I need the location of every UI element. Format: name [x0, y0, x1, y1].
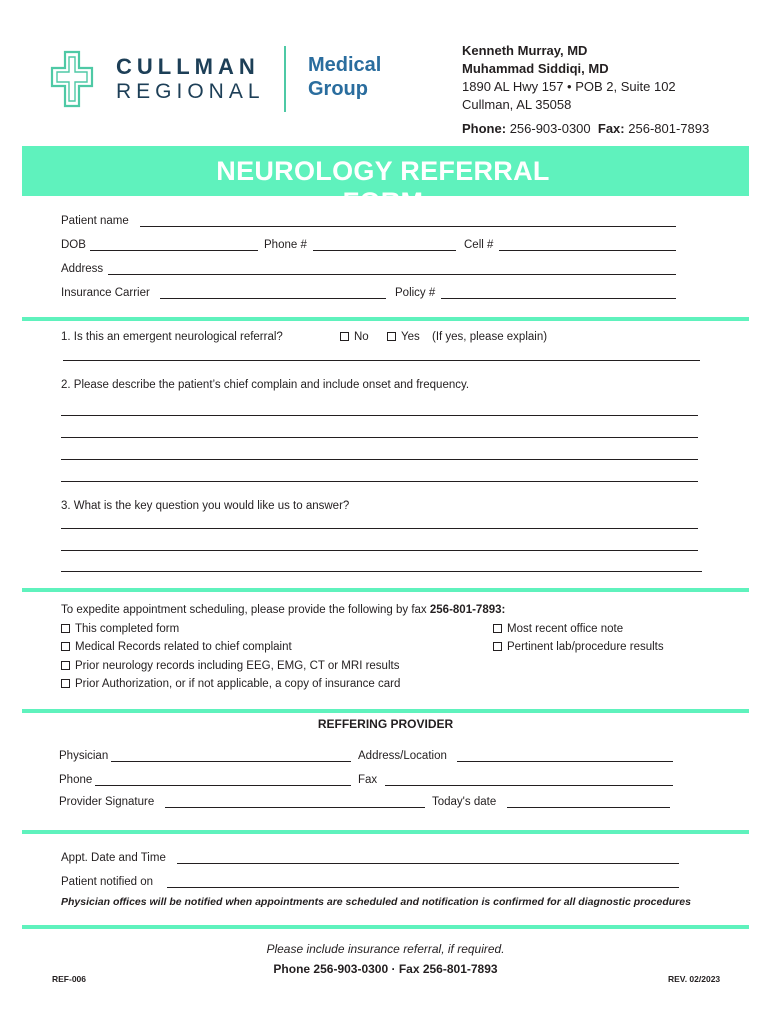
cell-field[interactable] — [499, 250, 676, 251]
logo-wordmark-top: CULLMAN — [116, 54, 260, 79]
clinic-address-line2: Cullman, AL 35058 — [462, 97, 572, 112]
q1-yes-option[interactable] — [387, 330, 420, 344]
q1-yes-checkbox[interactable] — [387, 332, 396, 341]
phone-label: Phone: — [462, 121, 507, 136]
q1-no-option[interactable] — [340, 330, 369, 344]
checklist-checkbox[interactable] — [61, 661, 70, 670]
physician-label: Physician — [59, 750, 109, 762]
q2-answer-line[interactable] — [61, 481, 698, 482]
footer-contact: Phone 256-903-0300 · Fax 256-801-7893 — [273, 962, 498, 976]
checklist-checkbox[interactable] — [493, 642, 502, 651]
provider-phone-label: Phone — [59, 774, 93, 786]
checklist-item[interactable] — [61, 677, 400, 691]
form-revision: REV. 02/2023 — [668, 974, 721, 984]
physician-field[interactable] — [111, 761, 351, 762]
checklist-item-label: Pertinent lab/procedure results — [507, 641, 664, 653]
provider-phone-field[interactable] — [95, 785, 351, 786]
clinic-phone-fax — [462, 120, 709, 138]
todays-date-field[interactable] — [507, 807, 670, 808]
provider-fax-field[interactable] — [385, 785, 673, 786]
title-banner — [22, 146, 749, 217]
q2-answer-line[interactable] — [61, 437, 698, 438]
address-field[interactable] — [108, 274, 676, 275]
checklist-item-label: Prior Authorization, or if not applicable, a copy of insurance card — [75, 678, 401, 690]
todays-date-label: Today's date — [432, 796, 497, 808]
q1-text: 1. Is this an emergent neurological referral? — [61, 331, 283, 343]
checklist-item-label: Prior neurology records including EEG, EMG, CT or MRI results — [75, 660, 400, 672]
logo-group-line1: Medical — [308, 54, 382, 76]
form-code: REF-006 — [52, 974, 87, 984]
section-divider-4 — [22, 830, 749, 834]
doctor-name-1: Kenneth Murray, MD — [462, 43, 588, 58]
q2-answer-line[interactable] — [61, 459, 698, 460]
address-label: Address — [61, 263, 104, 275]
q1-no-checkbox[interactable] — [340, 332, 349, 341]
section-divider-5 — [22, 925, 749, 929]
clinic-address-line1: 1890 AL Hwy 157 • POB 2, Suite 102 — [462, 79, 676, 94]
fax-label: Fax: — [597, 121, 625, 136]
q3-answer-line[interactable] — [61, 550, 698, 551]
provider-fax-label: Fax — [358, 774, 378, 786]
logo-group-line2: Group — [308, 78, 368, 100]
appt-date-label: Appt. Date and Time — [61, 852, 166, 864]
q1-answer-line[interactable] — [63, 360, 700, 361]
section-divider-2 — [22, 588, 749, 592]
q1-no-label: No — [354, 331, 369, 343]
dob-field[interactable] — [90, 250, 258, 251]
logo-wordmark-bottom: REGIONAL — [116, 80, 265, 103]
q2-answer-line[interactable] — [61, 415, 698, 416]
checklist-item-label: Most recent office note — [507, 623, 624, 635]
q1-yes-label: Yes — [401, 331, 420, 343]
logo-divider — [284, 46, 286, 112]
patient-notified-field[interactable] — [167, 887, 679, 888]
policy-field[interactable] — [441, 298, 676, 299]
q3-answer-line[interactable] — [61, 571, 702, 572]
insurance-field[interactable] — [160, 298, 386, 299]
appointment-note: Physician offices will be notified when appointments are scheduled and notification is confirmed for all diagnostic procedures — [61, 896, 691, 908]
documents-intro — [61, 603, 505, 617]
logo — [50, 50, 395, 112]
provider-address-label: Address/Location — [358, 750, 447, 762]
checklist-item[interactable] — [61, 640, 292, 654]
section-divider-3 — [22, 709, 749, 713]
form-title: NEUROLOGY REFERRAL FORM — [216, 156, 550, 217]
cell-label: Cell # — [464, 239, 494, 251]
clinic-contact-block — [462, 42, 709, 138]
provider-address-field[interactable] — [457, 761, 673, 762]
checklist-checkbox[interactable] — [61, 642, 70, 651]
patient-phone-field[interactable] — [313, 250, 456, 251]
q3-answer-line[interactable] — [61, 528, 698, 529]
patient-notified-label: Patient notified on — [61, 876, 154, 888]
checklist-item[interactable] — [61, 659, 399, 673]
patient-name-label: Patient name — [61, 215, 129, 227]
doctor-name-2: Muhammad Siddiqi, MD — [462, 61, 609, 76]
phone-value: 256-903-0300 — [509, 121, 591, 136]
checklist-item[interactable] — [493, 640, 664, 654]
q1-explain-hint: (If yes, please explain) — [432, 331, 548, 343]
checklist-item[interactable] — [61, 622, 179, 636]
q2-text: 2. Please describe the patient’s chief complain and include onset and frequency. — [61, 379, 470, 391]
signature-field[interactable] — [165, 807, 425, 808]
checklist-item-label: Medical Records related to chief complaint — [75, 641, 292, 653]
provider-heading: REFFERING PROVIDER — [317, 717, 454, 731]
signature-label: Provider Signature — [59, 796, 155, 808]
patient-name-field[interactable] — [140, 226, 676, 227]
fax-value: 256-801-7893 — [628, 121, 710, 136]
section-divider-1 — [22, 317, 749, 321]
cross-logo-icon — [50, 50, 94, 108]
insurance-label: Insurance Carrier — [61, 287, 150, 299]
insurance-referral-note: Please include insurance referral, if required. — [266, 942, 505, 956]
q3-text: 3. What is the key question you would like us to answer? — [61, 500, 350, 512]
checklist-checkbox[interactable] — [493, 624, 502, 633]
policy-label: Policy # — [395, 287, 436, 299]
checklist-item[interactable] — [493, 622, 623, 636]
dob-label: DOB — [61, 239, 86, 251]
checklist-item-label: This completed form — [75, 623, 180, 635]
documents-fax-number: 256-801-7893: — [429, 604, 506, 616]
patient-phone-label: Phone # — [264, 239, 307, 251]
documents-intro-text: To expedite appointment scheduling, please provide the following by fax — [61, 604, 427, 616]
checklist-checkbox[interactable] — [61, 679, 70, 688]
appt-date-field[interactable] — [177, 863, 679, 864]
checklist-checkbox[interactable] — [61, 624, 70, 633]
